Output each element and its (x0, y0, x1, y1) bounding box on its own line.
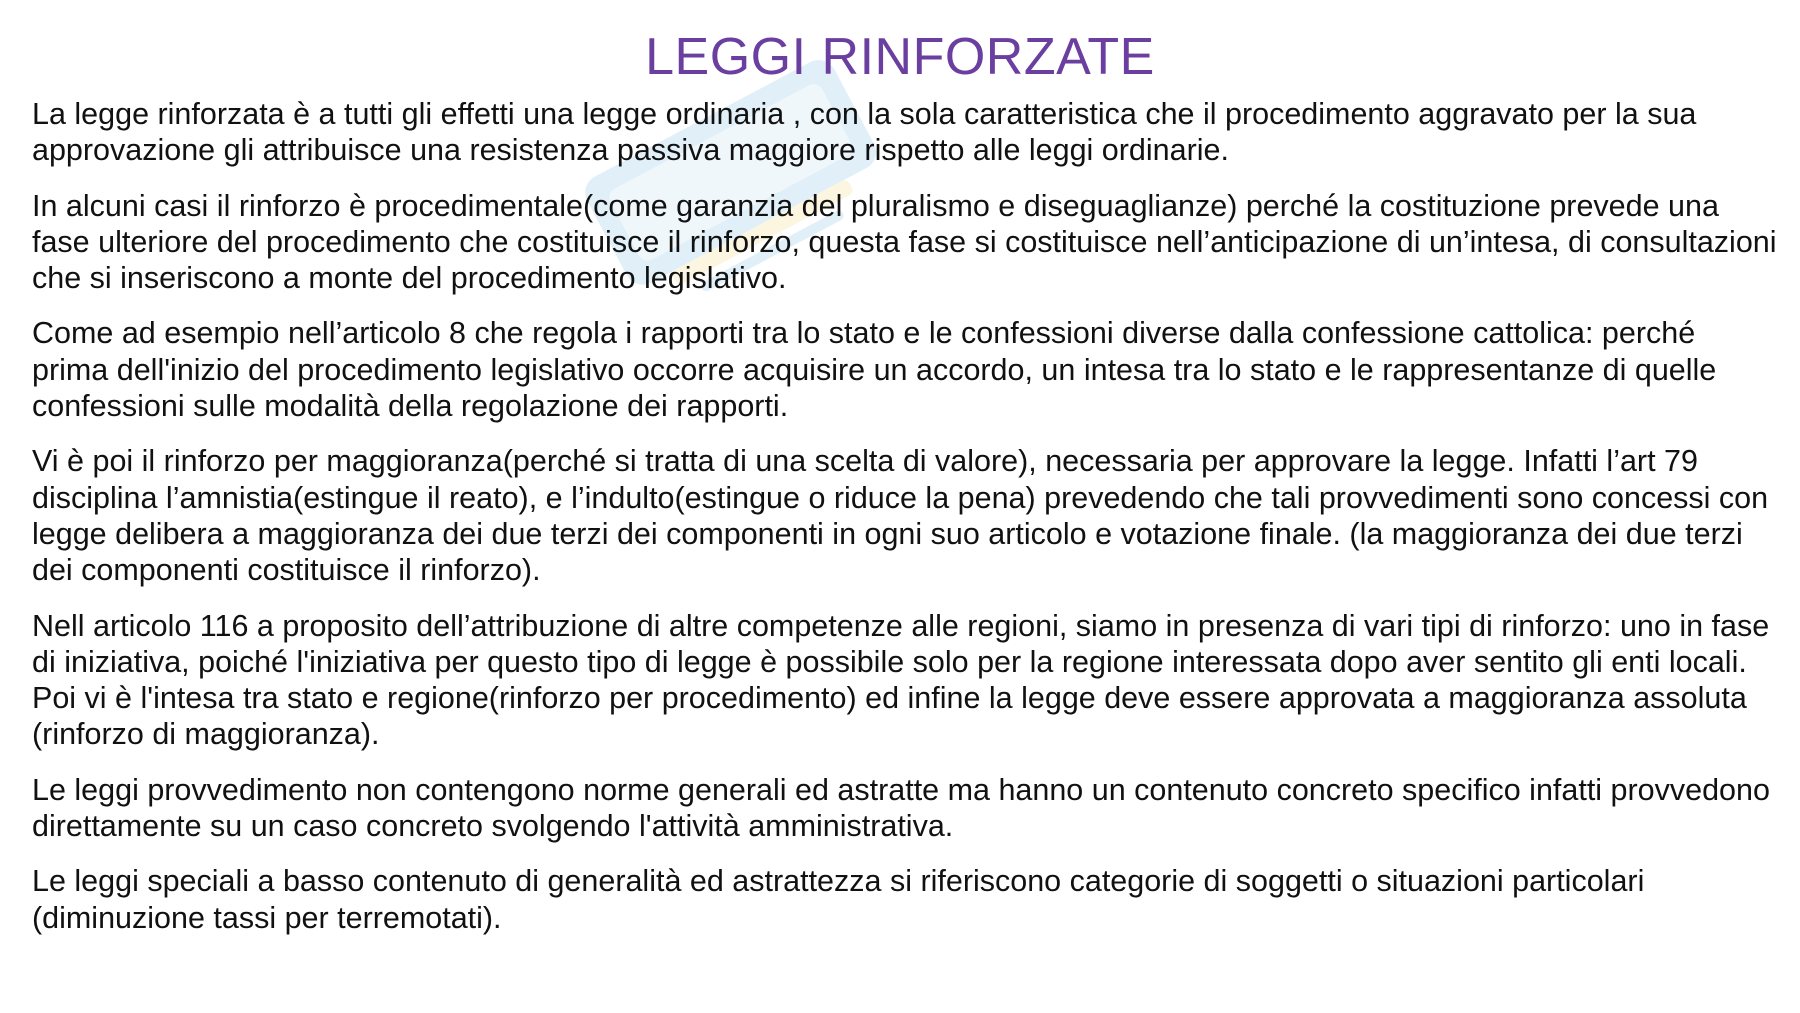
paragraph: Le leggi provvedimento non contengono norme generali ed astratte ma hanno un contenuto concreto specifico infatti provvedono direttamente su un caso concreto svolgendo l'attività amministrativa. (32, 772, 1770, 844)
paragraph: Le leggi speciali a basso contenuto di generalità ed astrattezza si riferiscono categorie di soggetti o situazioni particolari (diminuzione tassi per terremotati). (32, 864, 1645, 935)
paragraph: Come ad esempio nell’articolo 8 che regola i rapporti tra lo stato e le confessioni diverse dalla confessione cattolica: perché prima dell'inizio del procedimento legislativo occorre acquisire un accordo, un intesa tra lo stato e le rappresentanze di quelle confessioni sulle modalità della regolazione dei rapporti. (32, 316, 1717, 424)
slide-title: LEGGI RINFORZATE (645, 28, 1155, 86)
paragraph: Vi è poi il rinforzo per maggioranza(perché si tratta di una scelta di valore), necessaria per approvare la legge. Infatti l’art 79 disciplina l’amnistia(estingue il reato), e l’indulto(estingue o riduce la pena) prevedendo che tali provvedimenti sono concessi con legge delibera a maggioranza dei due terzi dei componenti in ogni suo articolo e votazione finale. (la maggioranza dei due terzi dei componenti costituisce il rinforzo). (32, 444, 1769, 588)
paragraph: La legge rinforzata è a tutti gli effetti una legge ordinaria , con la sola caratteristica che il procedimento aggravato per la sua approvazione gli attribuisce una resistenza passiva maggiore rispetto alle leggi ordinarie. (32, 97, 1697, 168)
paragraph: Nell articolo 116 a proposito dell’attribuzione di altre competenze alle regioni, siamo in presenza di vari tipi di rinforzo: uno in fase di iniziativa, poiché l'iniziativa per questo tipo di legge è possibile solo per la regione interessata dopo aver sentito gli enti locali. Poi vi è l'intesa tra stato e regione(rinforzo per procedimento) ed infine la legge deve essere approvata a maggioranza assoluta (rinforzo di maggioranza). (32, 608, 1770, 752)
slide-body (32, 96, 1777, 955)
paragraph: In alcuni casi il rinforzo è procedimentale(come garanzia del pluralismo e diseguaglianze) perché la costituzione prevede una fase ulteriore del procedimento che costituisce il rinforzo, questa fase si costituisce nell’anticipazione di un’intesa, di consultazioni che si inseriscono a monte del procedimento legislativo. (32, 188, 1777, 296)
